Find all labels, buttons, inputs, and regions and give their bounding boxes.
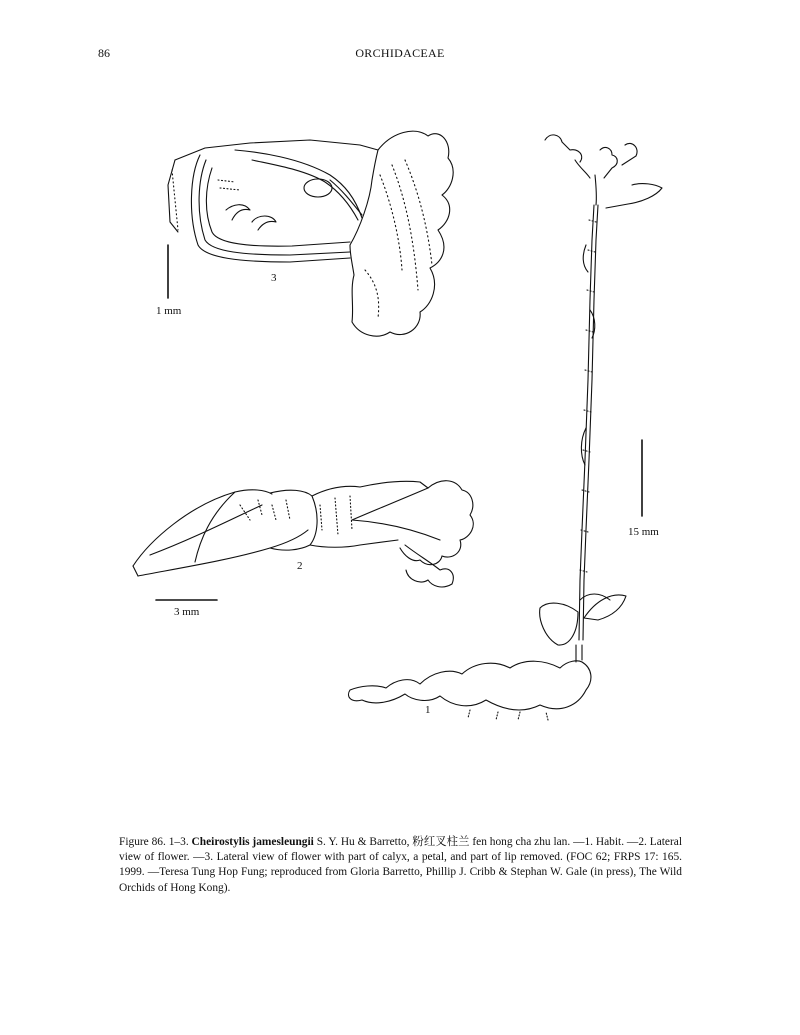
panel-2-label: 2 <box>297 560 303 572</box>
panel-3-label: 3 <box>271 272 277 284</box>
running-head: ORCHIDACEAE <box>355 46 445 60</box>
caption-species: Cheirostylis jamesleungii <box>191 836 314 848</box>
panel-2-flower-lateral <box>133 481 473 587</box>
scale-bar-15mm-label: 15 mm <box>628 526 659 538</box>
panel-1-habit <box>349 135 663 720</box>
panel-1-label: 1 <box>425 704 431 716</box>
caption-prefix: Figure 86. 1–3. <box>119 836 192 848</box>
panel-3-flower-section <box>168 131 453 336</box>
caption-text: S. Y. Hu & Barretto, 粉红叉柱兰 fen hong cha zhu lan. —1. Habit. —2. Lateral view of flower. —3. Lateral view of flower with part of calyx, a petal, and part of lip removed. (FOC 62; FRPS 17: 165. 1999. —Teresa Tung Hop Fung; reproduced from Gloria Barretto, Phillip J. Cribb & Stephan W. Gale (in press), The Wild Orchids of Hong Kong). <box>119 836 682 894</box>
scale-bar-1mm-label: 1 mm <box>156 305 182 317</box>
scale-bar-3mm-label: 3 mm <box>174 606 200 618</box>
figure-caption <box>119 835 682 896</box>
page-number: 86 <box>98 46 110 60</box>
